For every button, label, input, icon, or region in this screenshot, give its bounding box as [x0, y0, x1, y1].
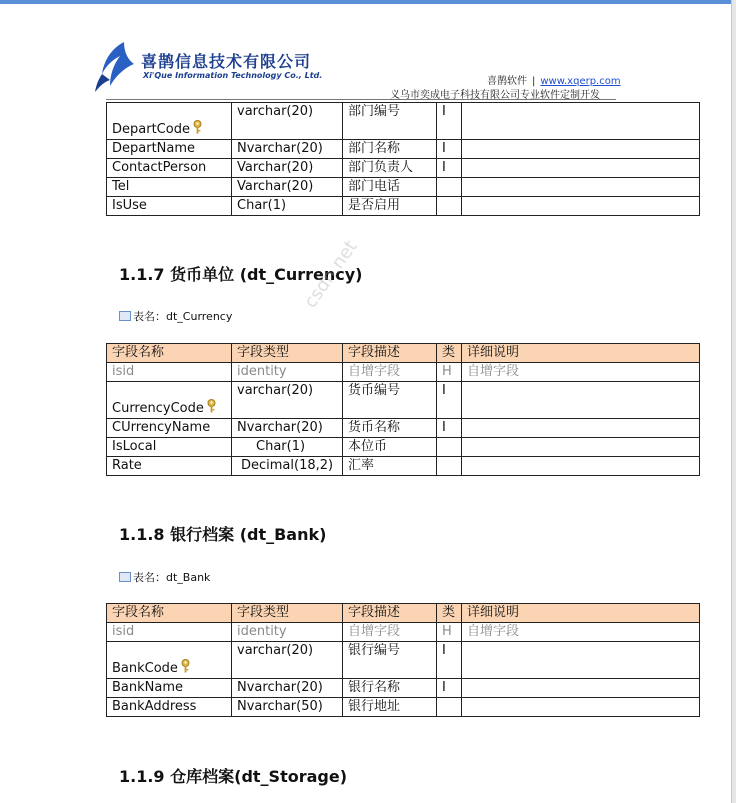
- field-class-cell: [437, 178, 462, 197]
- column-header: 类: [437, 604, 462, 623]
- field-type-cell: Char(1): [232, 197, 343, 216]
- field-detail-cell: 自增字段: [462, 363, 700, 382]
- field-name-cell: BankName: [107, 679, 232, 698]
- field-class-cell: I: [437, 159, 462, 178]
- field-name-cell: [107, 382, 232, 419]
- table-row: [107, 197, 700, 216]
- field-desc-cell: 货币名称: [343, 419, 437, 438]
- table-header-row: [107, 604, 700, 623]
- field-name-cell: IsLocal: [107, 438, 232, 457]
- header-subtitle: 义乌市奕成电子科技有限公司专业软件定制开发: [390, 90, 600, 101]
- section-heading-bank: 1.1.8 银行档案 (dt_Bank): [119, 525, 327, 544]
- table-name-bank: [119, 569, 210, 585]
- field-name-text: BankCode: [112, 661, 178, 676]
- magpie-logo-icon: [94, 40, 136, 94]
- field-detail-cell: [462, 197, 700, 216]
- field-type-cell: identity: [232, 623, 343, 642]
- table-row: [107, 363, 700, 382]
- field-type-cell: Char(1): [232, 438, 343, 457]
- field-detail-cell: [462, 140, 700, 159]
- field-class-cell: [437, 438, 462, 457]
- section-heading-storage: 1.1.9 仓库档案(dt_Storage): [119, 767, 348, 786]
- field-class-cell: I: [437, 140, 462, 159]
- column-header: 类: [437, 344, 462, 363]
- field-type-cell: Decimal(18,2): [232, 457, 343, 476]
- table-row: [107, 438, 700, 457]
- field-detail-cell: [462, 382, 700, 419]
- field-desc-cell: 部门电话: [343, 178, 437, 197]
- page-scroll-edge[interactable]: [731, 0, 736, 803]
- company-name-en: Xi'Que Information Technology Co., Ltd.: [143, 71, 323, 80]
- bank-table: [106, 603, 700, 717]
- column-header: 字段描述: [343, 344, 437, 363]
- field-detail-cell: 自增字段: [462, 623, 700, 642]
- field-desc-cell: 汇率: [343, 457, 437, 476]
- field-detail-cell: [462, 178, 700, 197]
- company-name-cn: 喜鹊信息技术有限公司: [141, 52, 312, 71]
- field-name-cell: isid: [107, 363, 232, 382]
- table-row: [107, 382, 700, 419]
- table-row: [107, 103, 700, 140]
- header-divider: [106, 99, 616, 100]
- table-header-row: [107, 344, 700, 363]
- section-heading-currency: 1.1.7 货币单位 (dt_Currency): [119, 265, 363, 284]
- table-name-label: 表名：dt_Currency: [133, 310, 233, 323]
- table-row: [107, 178, 700, 197]
- field-name-cell: BankAddress: [107, 698, 232, 717]
- table-row: [107, 698, 700, 717]
- table-name-label: 表名：dt_Bank: [133, 571, 211, 584]
- field-class-cell: [437, 698, 462, 717]
- field-desc-cell: 银行编号: [343, 642, 437, 679]
- field-desc-cell: 部门编号: [343, 103, 437, 140]
- field-class-cell: I: [437, 679, 462, 698]
- field-name-cell: isid: [107, 623, 232, 642]
- field-class-cell: I: [437, 642, 462, 679]
- table-icon: [119, 311, 131, 321]
- field-desc-cell: 货币编号: [343, 382, 437, 419]
- field-desc-cell: 部门名称: [343, 140, 437, 159]
- key-icon: [206, 399, 217, 413]
- field-desc-cell: 自增字段: [343, 623, 437, 642]
- field-type-cell: varchar(20): [232, 382, 343, 419]
- column-header: 字段名称: [107, 604, 232, 623]
- field-desc-cell: 银行名称: [343, 679, 437, 698]
- field-type-cell: varchar(20): [232, 642, 343, 679]
- field-type-cell: Varchar(20): [232, 159, 343, 178]
- field-detail-cell: [462, 419, 700, 438]
- field-name-cell: ContactPerson: [107, 159, 232, 178]
- column-header: 字段名称: [107, 344, 232, 363]
- field-type-cell: Nvarchar(20): [232, 140, 343, 159]
- field-class-cell: [437, 197, 462, 216]
- field-detail-cell: [462, 679, 700, 698]
- field-name-cell: DepartName: [107, 140, 232, 159]
- table-row: [107, 159, 700, 178]
- column-header: 详细说明: [462, 604, 700, 623]
- field-type-cell: Varchar(20): [232, 178, 343, 197]
- field-detail-cell: [462, 438, 700, 457]
- table-row: [107, 679, 700, 698]
- field-class-cell: I: [437, 103, 462, 140]
- field-desc-cell: 是否启用: [343, 197, 437, 216]
- field-type-cell: Nvarchar(50): [232, 698, 343, 717]
- field-detail-cell: [462, 159, 700, 178]
- field-name-cell: Tel: [107, 178, 232, 197]
- field-name-cell: Rate: [107, 457, 232, 476]
- field-desc-cell: 部门负责人: [343, 159, 437, 178]
- field-class-cell: H: [437, 363, 462, 382]
- field-detail-cell: [462, 457, 700, 476]
- table-row: [107, 623, 700, 642]
- table-row: [107, 642, 700, 679]
- software-label: 喜鹊软件: [487, 76, 527, 87]
- field-desc-cell: 自增字段: [343, 363, 437, 382]
- table-name-currency: [119, 308, 232, 324]
- column-header: 详细说明: [462, 344, 700, 363]
- header-separator: |: [532, 76, 536, 87]
- field-name-cell: IsUse: [107, 197, 232, 216]
- field-type-cell: Nvarchar(20): [232, 679, 343, 698]
- watermark: csdn.net: [300, 236, 362, 313]
- page-top-edge: [0, 0, 736, 4]
- key-icon: [192, 120, 203, 134]
- field-desc-cell: 银行地址: [343, 698, 437, 717]
- field-type-cell: Nvarchar(20): [232, 419, 343, 438]
- table-row: [107, 419, 700, 438]
- field-desc-cell: 本位币: [343, 438, 437, 457]
- field-detail-cell: [462, 698, 700, 717]
- field-detail-cell: [462, 103, 700, 140]
- field-name-cell: [107, 103, 232, 140]
- currency-table: [106, 343, 700, 476]
- field-class-cell: I: [437, 382, 462, 419]
- table-row: [107, 140, 700, 159]
- column-header: 字段类型: [232, 344, 343, 363]
- column-header: 字段类型: [232, 604, 343, 623]
- field-class-cell: H: [437, 623, 462, 642]
- column-header: 字段描述: [343, 604, 437, 623]
- field-type-cell: varchar(20): [232, 103, 343, 140]
- key-icon: [180, 659, 191, 673]
- field-detail-cell: [462, 642, 700, 679]
- field-name-cell: CUrrencyName: [107, 419, 232, 438]
- field-name-text: DepartCode: [112, 122, 190, 137]
- website-link[interactable]: www.xqerp.com: [540, 76, 621, 87]
- field-name-cell: [107, 642, 232, 679]
- field-name-text: CurrencyCode: [112, 401, 204, 416]
- table-icon: [119, 572, 131, 582]
- header-software-line: [487, 72, 621, 87]
- field-class-cell: [437, 457, 462, 476]
- depart-table: [106, 102, 700, 216]
- field-class-cell: I: [437, 419, 462, 438]
- field-type-cell: identity: [232, 363, 343, 382]
- table-row: [107, 457, 700, 476]
